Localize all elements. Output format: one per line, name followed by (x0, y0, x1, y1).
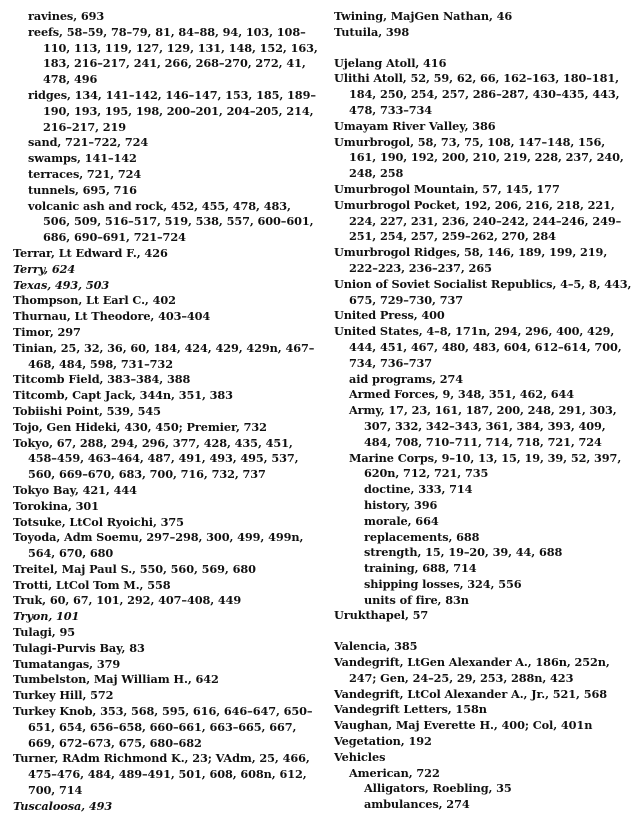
index-entry: Tokyo, 67, 288, 294, 296, 377, 428, 435, 451, 458–459, 463–464, 487, 491, 493, 495, 537, 560, 669–670, 683, 700, 716, 732, 737 (13, 435, 299, 482)
index-entry: Trotti, LtCol Tom M., 558 (13, 577, 171, 592)
index-subentry: American, 722 (349, 765, 440, 780)
index-subentry: units of fire, 83n (364, 592, 469, 607)
index-entry: Union of Soviet Socialist Republics, 4–5, 8, 443, 675, 729–730, 737 (334, 276, 632, 307)
index-entry: Tinian, 25, 32, 36, 60, 184, 424, 429, 429n, 467–468, 484, 598, 731–732 (13, 340, 315, 371)
index-subentry: history, 396 (364, 497, 438, 512)
index-column-right (334, 9, 634, 831)
index-entry: Truk, 60, 67, 101, 292, 407–408, 449 (13, 593, 242, 608)
index-entry: Tulagi-Purvis Bay, 83 (13, 640, 145, 655)
index-entry: Terrar, Lt Edward F., 426 (13, 245, 168, 260)
index-entry: Tutuila, 398 (334, 24, 410, 39)
index-entry: Titcomb, Capt Jack, 344n, 351, 383 (13, 388, 233, 403)
index-subentry: volcanic ash and rock, 452, 455, 478, 483, 506, 509, 516–517, 519, 538, 557, 600–601, 686, 690–691, 721–724 (28, 198, 314, 245)
index-subentry: aid programs, 274 (349, 371, 464, 386)
index-entry: Umurbrogol, 58, 73, 75, 108, 147–148, 156, 161, 190, 192, 200, 210, 219, 228, 237, 240, 248, 258 (334, 134, 624, 181)
index-entry: Turkey Hill, 572 (13, 688, 114, 703)
index-entry: Texas, 493, 503 (13, 277, 110, 292)
index-column-left (13, 9, 318, 831)
index-subentry: morale, 664 (364, 513, 439, 528)
index-subentry: sand, 721–722, 724 (28, 135, 149, 150)
index-subentry: reefs, 58–59, 78–79, 81, 84–88, 94, 103, 108–110, 113, 119, 127, 129, 131, 148, 152, 163, 183, 216–217, 241, 266, 268–270, 272, 41, 478, 496 (28, 24, 318, 87)
index-entry: Valencia, 385 (334, 639, 418, 654)
index-subentry: replacements, 688 (364, 529, 480, 544)
index-entry: Thompson, Lt Earl C., 402 (13, 293, 176, 308)
index-entry: Umurbrogol Pocket, 192, 206, 216, 218, 221, 224, 227, 231, 236, 240–242, 244–246, 249–251, 254, 257, 259–262, 270, 284 (334, 197, 622, 244)
index-entry: Vaughan, Maj Everette H., 400; Col, 401n (334, 718, 593, 733)
index-entry: Toyoda, Adm Soemu, 297–298, 300, 499, 499n, 564, 670, 680 (13, 530, 304, 561)
index-subentry: shipping losses, 324, 556 (364, 576, 522, 591)
index-subentry: ridges, 134, 141–142, 146–147, 153, 185, 189–190, 193, 195, 198, 200–201, 204–205, 214, 216–217, 219 (28, 87, 316, 134)
index-entry: Turner, RAdm Richmond K., 23; VAdm, 25, 466, 475–476, 484, 489–491, 501, 608, 608n, 612, 700, 714 (13, 751, 310, 798)
index-subentry: ravines, 693 (28, 9, 105, 23)
index-entry: Treitel, Maj Paul S., 550, 560, 569, 680 (13, 561, 256, 576)
index-entry: Tumatangas, 379 (13, 656, 121, 671)
index-entry: Ujelang Atoll, 416 (334, 55, 447, 70)
index-entry: Umayam River Valley, 386 (334, 118, 496, 133)
index-entry: Totsuke, LtCol Ryoichi, 375 (13, 514, 184, 529)
index-entry: Vandegrift, LtGen Alexander A., 186n, 252n, 247; Gen, 24–25, 29, 253, 288n, 423 (334, 655, 610, 685)
index-subentry: Alligators, Roebling, 35 (364, 781, 512, 796)
index-entry: Tulagi, 95 (13, 625, 75, 640)
index-entry: Vehicles (334, 749, 386, 764)
index-subentry: doctine, 333, 714 (364, 482, 473, 497)
index-subentry: training, 688, 714 (364, 561, 477, 576)
index-subentry: terraces, 721, 724 (28, 166, 142, 181)
index-entry: Umurbrogol Ridges, 58, 146, 189, 199, 219, 222–223, 236–237, 265 (334, 245, 608, 275)
index-entry: Ulithi Atoll, 52, 59, 62, 66, 162–163, 180–181, 184, 250, 254, 257, 286–287, 430–435, 443, 478, 733–734 (334, 71, 620, 117)
index-entry: Tuscaloosa, 493 (13, 798, 113, 813)
index-subentry: strength, 15, 19–20, 39, 44, 688 (364, 545, 563, 560)
letter-group-gap (334, 624, 634, 639)
index-entry: Vegetation, 192 (334, 734, 432, 749)
index-entry: Urukthapel, 57 (334, 608, 429, 623)
index-subentry: Armed Forces, 9, 348, 351, 462, 644 (349, 387, 575, 402)
index-subentry: Marine Corps, 9–10, 13, 15, 19, 39, 52, 397, 620n, 712, 721, 735 (349, 450, 622, 481)
index-entry: Tryon, 101 (13, 609, 80, 624)
index-entry: United Press, 400 (334, 308, 445, 323)
index-subentry: tunnels, 695, 716 (28, 182, 137, 197)
index-entry: Twining, MajGen Nathan, 46 (334, 9, 513, 23)
index-entry: Timor, 297 (13, 324, 81, 339)
index-entry: Vandegrift Letters, 158n (334, 702, 487, 717)
letter-group-gap (334, 41, 634, 56)
index-entry: Tokyo Bay, 421, 444 (13, 482, 137, 497)
index-entry: Tobiishi Point, 539, 545 (13, 403, 161, 418)
index-entry: Tojo, Gen Hideki, 430, 450; Premier, 732 (13, 419, 267, 434)
index-subentry: Army, 17, 23, 161, 187, 200, 248, 291, 303, 307, 332, 342–343, 361, 384, 393, 409, 484, 708, 710–711, 714, 718, 721, 724 (349, 403, 617, 449)
index-entry: Umurbrogol Mountain, 57, 145, 177 (334, 181, 560, 196)
index-entry: Titcomb Field, 383–384, 388 (13, 372, 191, 387)
index-entry: Turkey Knob, 353, 568, 595, 616, 646–647, 650–651, 654, 656–658, 660–661, 663–665, 667, 669, 672–673, 675, 680–682 (13, 704, 313, 750)
index-entry: Vandegrift, LtCol Alexander A., Jr., 521, 568 (334, 686, 607, 701)
index-entry: United States, 4–8, 171n, 294, 296, 400, 429, 444, 451, 467, 480, 483, 604, 612–614, 700, 734, 736–737 (334, 324, 622, 370)
index-entry: Terry, 624 (13, 261, 76, 276)
index-entry: Thurnau, Lt Theodore, 403–404 (13, 309, 211, 324)
index-entry: Tumbelston, Maj William H., 642 (13, 672, 219, 687)
index-entry: Torokina, 301 (13, 498, 99, 513)
index-subentry: swamps, 141–142 (28, 151, 137, 166)
index-subentry: ambulances, 274 (364, 797, 470, 812)
